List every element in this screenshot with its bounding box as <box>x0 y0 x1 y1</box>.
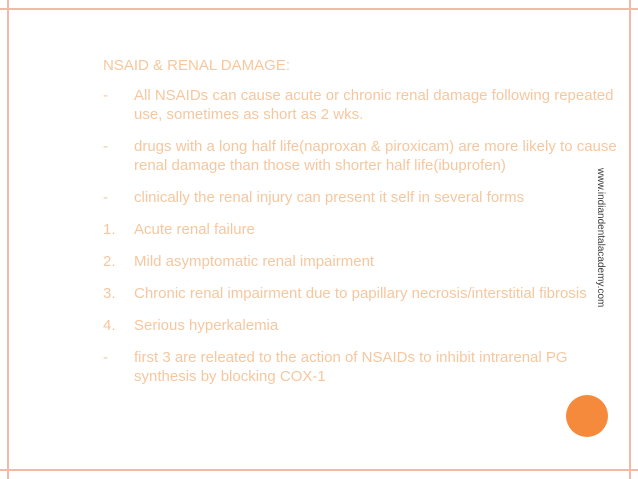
list-item <box>103 348 618 386</box>
list-marker: - <box>103 138 108 155</box>
list-item-text: clinically the renal injury can present it self in several forms <box>134 189 525 206</box>
decorative-circle <box>566 395 608 437</box>
list-marker: 4. <box>103 317 116 334</box>
list-marker: 1. <box>103 221 116 238</box>
list-item-text: Mild asymptomatic renal impairment <box>134 253 375 270</box>
list-item <box>103 86 618 124</box>
list-marker: - <box>103 189 108 206</box>
list-item <box>103 220 618 239</box>
slide-border-top <box>0 8 638 10</box>
slide-content <box>103 56 618 399</box>
slide-heading: NSAID & RENAL DAMAGE: <box>103 57 290 74</box>
list-item <box>103 188 618 207</box>
slide-border-right <box>629 0 631 479</box>
list-item-text: Acute renal failure <box>134 221 255 238</box>
list-marker: - <box>103 349 108 366</box>
list-item <box>103 252 618 271</box>
slide-border-bottom <box>0 469 638 471</box>
list-marker: - <box>103 87 108 104</box>
list-item <box>103 316 618 335</box>
list-item-text: first 3 are releated to the action of NSAIDs to inhibit intrarenal PG synthesis by blocking COX-1 <box>134 349 568 385</box>
list-item-text: drugs with a long half life(naproxan & piroxicam) are more likely to cause renal damage than those with shorter half life(ibuprofen) <box>134 138 617 174</box>
slide-border-left <box>7 0 9 479</box>
list-item-text: Serious hyperkalemia <box>134 317 279 334</box>
list-item <box>103 284 618 303</box>
list-item-text: Chronic renal impairment due to papillary necrosis/interstitial fibrosis <box>134 285 587 302</box>
list-item-text: All NSAIDs can cause acute or chronic renal damage following repeated use, sometimes as short as 2 wks. <box>134 87 614 123</box>
list-item <box>103 137 618 175</box>
list-marker: 3. <box>103 285 116 302</box>
watermark-url: www.indiandentalacademy.com <box>595 168 606 308</box>
list-marker: 2. <box>103 253 116 270</box>
